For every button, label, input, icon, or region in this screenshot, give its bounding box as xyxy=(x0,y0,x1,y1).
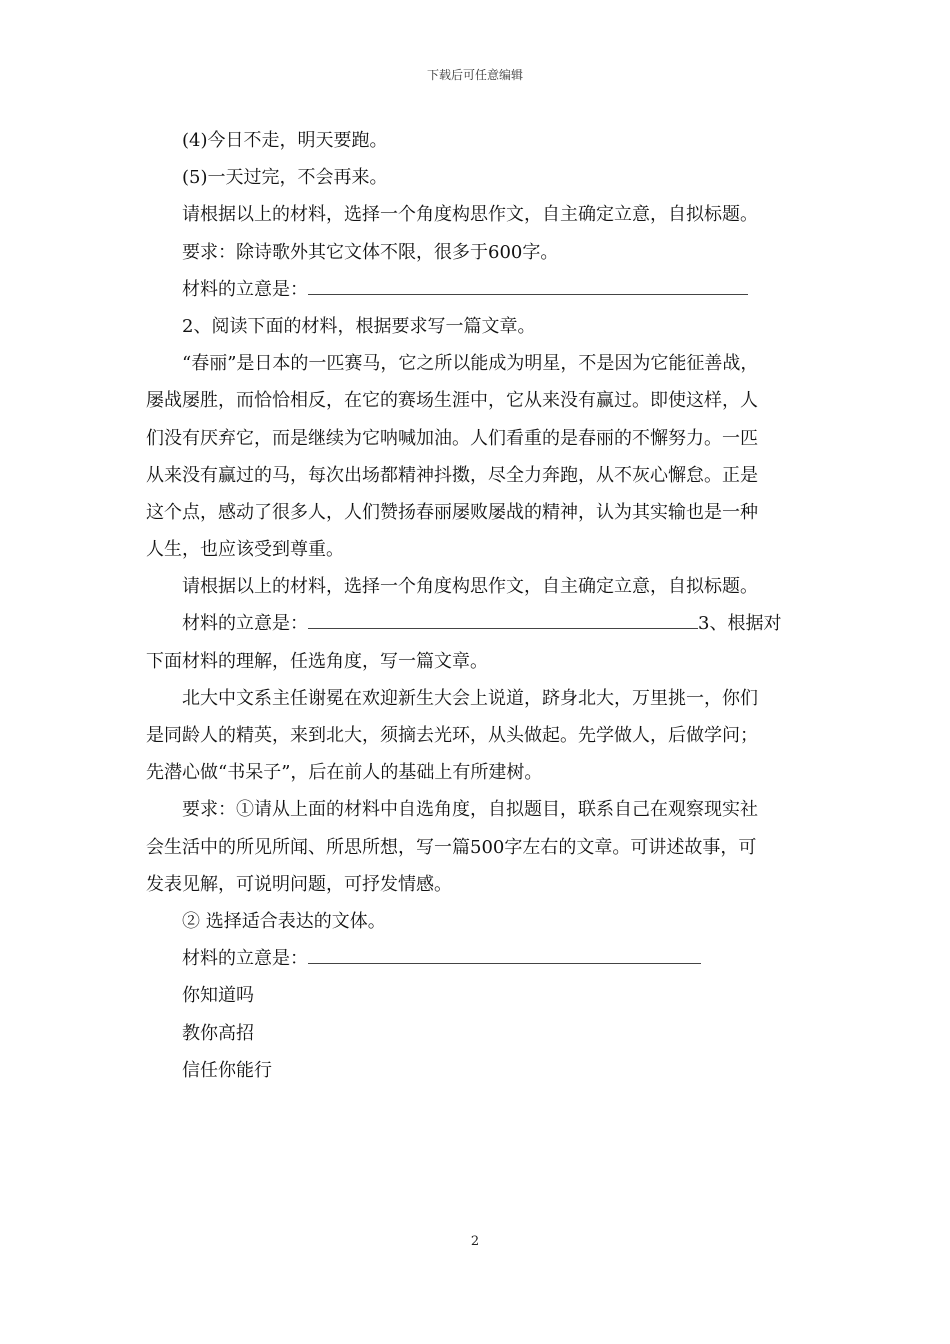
text-line xyxy=(146,754,810,791)
line-text: 这个点，感动了很多人，人们赞扬春丽屡败屡战的精神，认为其实输也是一种 xyxy=(146,501,758,523)
page-number: 2 xyxy=(470,1234,480,1249)
line-text: 下面材料的理解，任选角度，写一篇文章。 xyxy=(146,650,488,672)
document-body xyxy=(146,122,810,1089)
text-line xyxy=(146,829,810,866)
line-text: 教你高招 xyxy=(182,1022,254,1044)
page-header: 下载后可任意编辑 xyxy=(426,68,523,82)
line-text: (5)一天过完，不会再来。 xyxy=(182,167,388,189)
line-text: 们没有厌弃它，而是继续为它呐喊加油。人们看重的是春丽的不懈努力。一匹 xyxy=(146,427,758,449)
text-line xyxy=(146,382,810,419)
text-line xyxy=(146,308,810,345)
text-line xyxy=(146,345,810,382)
text-line xyxy=(146,420,810,457)
text-line xyxy=(146,159,810,196)
answer-blank xyxy=(308,941,701,964)
line-text: 请根据以上的材料，选择一个角度构思作文，自主确定立意，自拟标题。 xyxy=(182,204,758,226)
text-line xyxy=(146,680,810,717)
line-text: 先潜心做“书呆子”，后在前人的基础上有所建树。 xyxy=(146,762,543,784)
text-line xyxy=(146,196,810,233)
line-text: 发表见解，可说明问题，可抒发情感。 xyxy=(146,873,452,895)
text-line xyxy=(146,940,810,977)
line-text: 会生活中的所见所闻、所思所想，写一篇500字左右的文章。可讲述故事，可 xyxy=(146,836,757,858)
text-line xyxy=(146,1052,810,1089)
text-line xyxy=(146,977,810,1014)
line-text: 信任你能行 xyxy=(182,1059,272,1081)
text-line xyxy=(146,605,810,642)
text-line xyxy=(146,568,810,605)
line-text: 请根据以上的材料，选择一个角度构思作文，自主确定立意，自拟标题。 xyxy=(182,576,758,598)
line-text: (4)今日不走，明天要跑。 xyxy=(182,130,388,151)
text-line xyxy=(146,234,810,271)
line-text: 材料的立意是： xyxy=(182,613,308,635)
line-text: ② 选择适合表达的文体。 xyxy=(182,910,386,932)
text-line xyxy=(146,903,810,940)
line-text: 你知道吗 xyxy=(182,985,254,1007)
line-text: “春丽”是日本的一匹赛马，它之所以能成为明星，不是因为它能征善战， xyxy=(182,353,759,375)
line-text: 要求：①请从上面的材料中自选角度，自拟题目，联系自己在观察现实社 xyxy=(182,799,758,821)
text-line xyxy=(146,866,810,903)
text-line xyxy=(146,494,810,531)
text-line xyxy=(146,1015,810,1052)
text-line xyxy=(146,643,810,680)
text-line xyxy=(146,717,810,754)
text-line xyxy=(146,457,810,494)
line-text: 北大中文系主任谢冕在欢迎新生大会上说道，跻身北大，万里挑一，你们 xyxy=(182,687,758,709)
line-text: 从来没有赢过的马，每次出场都精神抖擞，尽全力奔跑，从不灰心懈怠。正是 xyxy=(146,464,758,486)
text-line xyxy=(146,791,810,828)
text-line xyxy=(146,122,810,159)
line-text: 要求：除诗歌外其它文体不限，很多于600字。 xyxy=(182,241,559,263)
line-text: 材料的立意是： xyxy=(182,278,308,300)
answer-blank xyxy=(308,606,698,629)
line-text: 人生，也应该受到尊重。 xyxy=(146,539,344,561)
text-line xyxy=(146,271,810,308)
line-text: 是同龄人的精英，来到北大，须摘去光环，从头做起。先学做人，后做学问； xyxy=(146,725,758,746)
line-text: 材料的立意是： xyxy=(182,948,308,970)
line-continuation: 3、根据对 xyxy=(698,613,782,635)
answer-blank xyxy=(308,272,748,295)
text-line xyxy=(146,531,810,568)
line-text: 屡战屡胜，而恰恰相反，在它的赛场生涯中，它从来没有赢过。即使这样，人 xyxy=(146,390,758,412)
line-text: 2、阅读下面的材料，根据要求写一篇文章。 xyxy=(182,315,536,337)
